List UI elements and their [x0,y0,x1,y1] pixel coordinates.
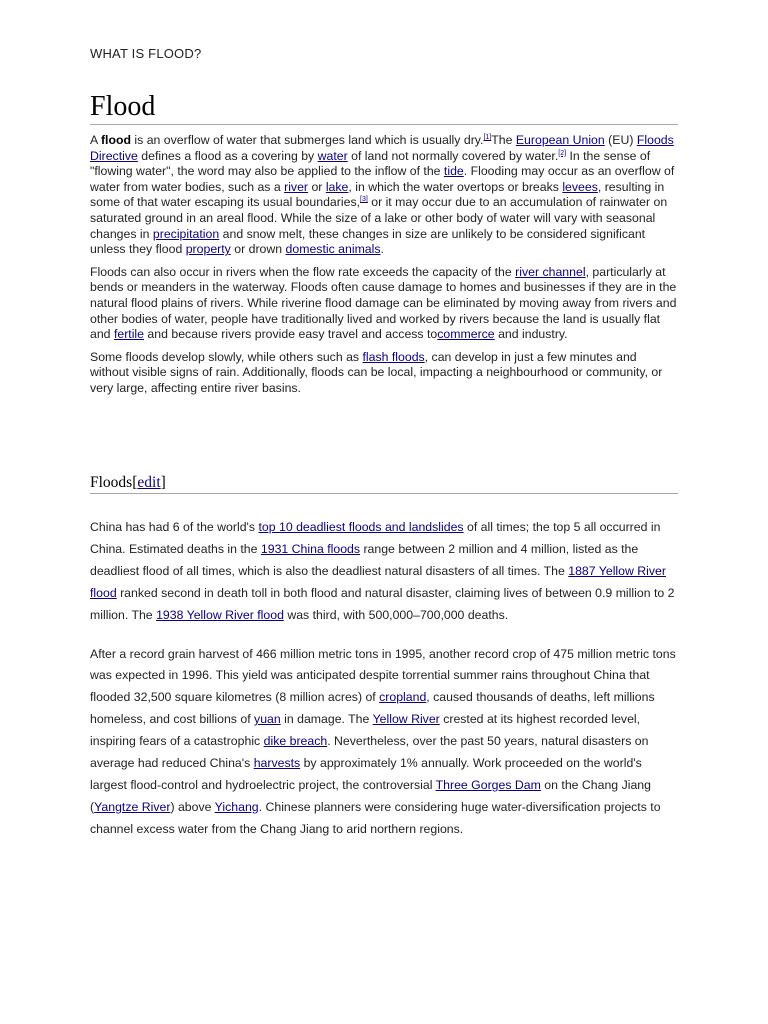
link-domestic-animals[interactable]: domestic animals [285,242,381,257]
link-yichang[interactable]: Yichang [214,799,259,814]
link-levees[interactable]: levees [562,179,598,194]
link-yellow-river[interactable]: Yellow River [372,712,440,727]
link-european-union[interactable]: European Union [515,133,605,147]
reference-3[interactable]: [3] [360,196,368,204]
link-property[interactable]: property [185,242,231,257]
link-precipitation[interactable]: precipitation [152,226,220,241]
intro-paragraph-3: Some floods develop slowly, while others such as flash floods, can develop in just a few minutes and without visible signs of rain. Additionally, floods can be local, impacting a neighbourhood or community, or very large, affecting entire river basins. [90,349,663,395]
link-water[interactable]: water [317,148,348,163]
reference-2[interactable]: [2] [558,149,567,157]
link-1931-china-floods[interactable]: 1931 China floods [260,541,361,556]
section-body-floods [90,517,680,858]
bold-term-flood: flood [100,133,131,147]
reference-1[interactable]: [1] [483,133,492,141]
section-heading-floods: Floods[edit] [90,473,678,494]
link-fertile[interactable]: fertile [113,327,145,342]
link-tide[interactable]: tide [443,164,464,179]
link-river-channel[interactable]: river channel [515,264,586,279]
link-flash-floods[interactable]: flash floods [362,349,425,364]
link-dike-breach[interactable]: dike breach [263,734,328,749]
edit-section-link[interactable]: edit [137,474,161,491]
link-cropland[interactable]: cropland [379,690,427,705]
link-1938-yellow-river-flood[interactable]: 1938 Yellow River flood [156,607,284,622]
article-intro [90,133,678,404]
intro-paragraph-1: A flood is an overflow of water that submerges land which is usually dry.[1]The European Union (EU) Floods Directive defines a flood as a covering by water of land not normally covered by water.[2] In the sense of "flowing water", the word may also be applied to the inflow of the tide. Flooding may occur as an overflow of water from water bodies, such as a river or lake, in which the water overtops or breaks levees, resulting in some of that water escaping its usual boundaries,[3] or it may occur due to an accumulation of rainwater on saturated ground in an areal flood. While the size of a lake or other body of water will vary with seasonal changes in precipitation and snow melt, these changes in size are unlikely to be considered significant unless they flood property or drown domestic animals. [90,133,675,257]
link-commerce[interactable]: commerce [437,327,495,342]
link-top-10-deadliest[interactable]: top 10 deadliest floods and landslides [258,520,464,534]
link-floods-directive[interactable]: Floods Directive [90,133,674,163]
link-three-gorges-dam[interactable]: Three Gorges Dam [435,777,541,792]
section-paragraph-2: After a record grain harvest of 466 million metric tons in 1995, another record crop of 475 million metric tons was expected in 1996. This yield was anticipated despite torrential summer rains throughout China that flooded 32,500 square kilometres (8 million acres) of cropland, caused thousands of deaths, left millions homeless, and cost billions of yuan in damage. The Yellow River crested at its highest recorded level, inspiring fears of a catastrophic dike breach. Nevertheless, over the past 50 years, natural disasters on average had reduced China's harvests by approximately 1% annually. Work proceeded on the world's largest flood-control and hydroelectric project, the controversial Three Gorges Dam on the Chang Jiang (Yangtze River) above Yichang. Chinese planners were considering huge water-diversification projects to channel excess water from the Chang Jiang to arid northern regions. [90,646,676,836]
link-lake[interactable]: lake [325,179,349,194]
intro-paragraph-2: Floods can also occur in rivers when the flow rate exceeds the capacity of the river channel, particularly at bends or meanders in the waterway. Floods often cause damage to homes and businesses if they are in the natural flood plains of rivers. While riverine flood damage can be eliminated by moving away from rivers and other bodies of water, people have traditionally lived and worked by rivers because the land is usually flat and fertile and because rivers provide easy travel and access tocommerce and industry. [90,264,677,342]
link-1887-yellow-river-flood[interactable]: 1887 Yellow River flood [90,563,666,600]
link-harvests[interactable]: harvests [253,756,301,771]
link-yuan[interactable]: yuan [254,712,281,727]
document-heading: WHAT IS FLOOD? [90,46,202,61]
link-yangtze-river[interactable]: Yangtze River [94,799,171,814]
link-river[interactable]: river [284,179,309,194]
section-paragraph-1: China has had 6 of the world's top 10 deadliest floods and landslides of all times; the top 5 all occurred in China. Estimated deaths in the 1931 China floods range between 2 million and 4 million, listed as the deadliest flood of all times, which is also the deadliest natural disasters of all times. The 1887 Yellow River flood ranked second in death toll in both flood and natural disaster, claiming lives of between 0.9 million to 2 million. The 1938 Yellow River flood was third, with 500,000–700,000 deaths. [90,520,675,622]
article-title: Flood [90,90,678,125]
